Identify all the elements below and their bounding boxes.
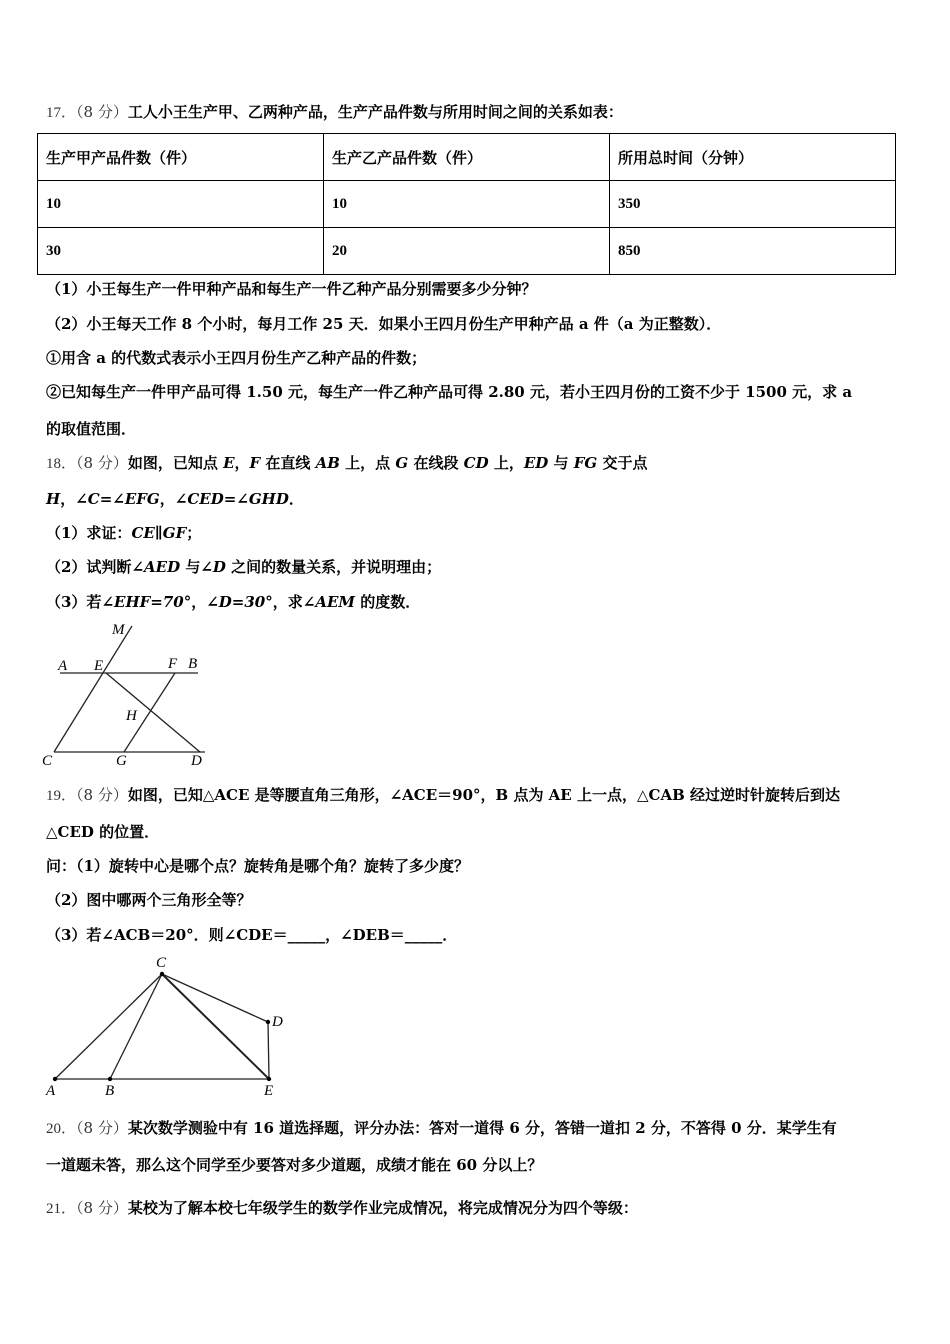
segment-BC bbox=[110, 974, 162, 1079]
text: （1）求证： bbox=[46, 524, 132, 542]
q17-part2b-line2: 的取值范围． bbox=[46, 420, 137, 438]
table-cell: 10 bbox=[38, 181, 324, 228]
var-F: F bbox=[249, 454, 261, 472]
point-C bbox=[160, 972, 164, 976]
label-E: E bbox=[264, 1083, 274, 1099]
var-H: H bbox=[46, 490, 61, 508]
table-row bbox=[38, 181, 896, 228]
label-M: M bbox=[112, 622, 125, 638]
text: 之间的数量关系，并说明理由； bbox=[225, 558, 442, 576]
text: 与 bbox=[548, 454, 574, 472]
var-CD: CD bbox=[463, 454, 489, 472]
q19-line1 bbox=[46, 784, 840, 807]
point-D bbox=[266, 1020, 270, 1024]
q17-part2b-line1: ②已知每生产一件甲产品可得 1.50 元，每生产一件乙种产品可得 2.80 元，若小王四月份的工资不少于 1500 元，求 a bbox=[46, 383, 853, 401]
label-B: B bbox=[105, 1083, 115, 1099]
label-A: A bbox=[46, 1083, 56, 1099]
q18-part2 bbox=[46, 556, 441, 578]
text: ， bbox=[234, 454, 250, 472]
question-number: 17． bbox=[46, 105, 77, 121]
label-B: B bbox=[188, 656, 198, 672]
line-ED bbox=[106, 673, 200, 752]
q17-part1: （1）小王每生产一件甲种产品和每生产一件乙种产品分别需要多少分钟？ bbox=[46, 280, 537, 298]
table-cell: 350 bbox=[610, 181, 896, 228]
table-cell: 10 bbox=[324, 181, 610, 228]
var-AB: AB bbox=[315, 454, 340, 472]
label-G: G bbox=[116, 753, 127, 769]
expr: ∠AED bbox=[131, 558, 181, 576]
expr: ∠D bbox=[200, 558, 226, 576]
q18-line2 bbox=[46, 488, 304, 510]
question-points: （8 分） bbox=[76, 1119, 128, 1137]
var-E: E bbox=[223, 454, 235, 472]
q19-part3: （3）若∠ACB＝20°．则∠CDE＝_____，∠DEB＝_____． bbox=[46, 926, 458, 944]
text: 上， bbox=[488, 454, 524, 472]
var-FG: FG bbox=[573, 454, 598, 472]
q20-line1-text: 某次数学测验中有 16 道选择题，评分办法：答对一道得 6 分，答错一道扣 2 分，不答得 0 分．某学生有 bbox=[127, 1119, 837, 1137]
table-cell: 20 bbox=[324, 228, 610, 275]
q20-line1 bbox=[46, 1117, 837, 1140]
segment-CE bbox=[162, 974, 269, 1079]
table-cell: 30 bbox=[38, 228, 324, 275]
point-A bbox=[53, 1077, 57, 1081]
q19-line1-text: 如图，已知△ACE 是等腰直角三角形，∠ACE＝90°，B 点为 AE 上一点，△CAB 经过逆时针旋转后到达 bbox=[127, 786, 840, 804]
q20-line2: 一道题未答，那么这个同学至少要答对多少道题，成绩才能在 60 分以上？ bbox=[46, 1156, 543, 1174]
text: 上，点 bbox=[339, 454, 396, 472]
point-B bbox=[108, 1077, 112, 1081]
q18-line1 bbox=[46, 452, 647, 475]
q21-line1-text: 某校为了解本校七年级学生的数学作业完成情况，将完成情况分为四个等级： bbox=[127, 1199, 638, 1217]
table-header-row bbox=[38, 134, 896, 181]
q18-figure bbox=[40, 618, 220, 770]
text: 交于点 bbox=[597, 454, 648, 472]
q19-part1: 问：（1）旋转中心是哪个点？旋转角是哪个角？旋转了多少度？ bbox=[46, 857, 469, 875]
label-F: F bbox=[168, 656, 178, 672]
q18-part1 bbox=[46, 522, 201, 544]
text: ； bbox=[186, 524, 202, 542]
line-MC bbox=[54, 626, 132, 752]
text: ． bbox=[288, 490, 304, 508]
question-points: （8 分） bbox=[76, 1199, 128, 1217]
label-C: C bbox=[156, 955, 167, 971]
text: ， bbox=[159, 490, 175, 508]
table-cell: 850 bbox=[610, 228, 896, 275]
table-header-cell: 生产甲产品件数（件） bbox=[38, 134, 324, 181]
q17-stem-text: 工人小王生产甲、乙两种产品，生产产品件数与所用时间之间的关系如表： bbox=[127, 103, 623, 121]
label-E: E bbox=[94, 658, 104, 674]
label-H: H bbox=[126, 708, 137, 724]
q19-line2: △CED 的位置． bbox=[46, 823, 160, 841]
text: （3）若 bbox=[46, 593, 102, 611]
table-row bbox=[38, 228, 896, 275]
q17-part2: （2）小王每天工作 8 个小时，每月工作 25 天．如果小王四月份生产甲种产品 a 件（a 为正整数）． bbox=[46, 315, 722, 333]
q17-stem bbox=[46, 101, 623, 124]
text: 的度数． bbox=[355, 593, 421, 611]
question-points: （8 分） bbox=[76, 786, 128, 804]
q21-line1 bbox=[46, 1197, 638, 1220]
label-D: D bbox=[272, 1014, 283, 1030]
expr: CE∥GF bbox=[131, 524, 187, 542]
segment-AC bbox=[55, 974, 162, 1079]
text: ， bbox=[60, 490, 76, 508]
segment-CD bbox=[162, 974, 268, 1022]
expr: ∠D=30° bbox=[206, 593, 273, 611]
text: 如图，已知点 bbox=[127, 454, 224, 472]
expr: ∠C=∠EFG bbox=[75, 490, 160, 508]
q17-part2a: ①用含 a 的代数式表示小王四月份生产乙种产品的件数； bbox=[46, 349, 427, 367]
question-points: （8 分） bbox=[76, 454, 128, 472]
q19-part2: （2）图中哪两个三角形全等？ bbox=[46, 891, 252, 909]
label-A: A bbox=[58, 658, 68, 674]
var-G: G bbox=[395, 454, 409, 472]
q17-table bbox=[37, 133, 896, 275]
text: 在线段 bbox=[408, 454, 464, 472]
expr: ∠CED=∠GHD bbox=[174, 490, 289, 508]
segment-DE bbox=[268, 1022, 269, 1079]
text: ，求 bbox=[272, 593, 303, 611]
question-number: 20． bbox=[46, 1121, 77, 1137]
question-number: 18． bbox=[46, 456, 77, 472]
question-number: 19． bbox=[46, 788, 77, 804]
text: 与 bbox=[180, 558, 201, 576]
question-points: （8 分） bbox=[76, 103, 128, 121]
table-header-cell: 生产乙产品件数（件） bbox=[324, 134, 610, 181]
expr: ∠EHF=70° bbox=[101, 593, 192, 611]
var-ED: ED bbox=[523, 454, 549, 472]
label-D: D bbox=[191, 753, 202, 769]
text: （2）试判断 bbox=[46, 558, 132, 576]
text: ， bbox=[191, 593, 207, 611]
expr: ∠AEM bbox=[302, 593, 356, 611]
text: 在直线 bbox=[260, 454, 316, 472]
q18-part3 bbox=[46, 591, 420, 613]
point-E bbox=[267, 1077, 271, 1081]
question-number: 21． bbox=[46, 1201, 77, 1217]
label-C: C bbox=[42, 753, 53, 769]
table-header-cell: 所用总时间（分钟） bbox=[610, 134, 896, 181]
q19-figure bbox=[40, 952, 300, 1100]
